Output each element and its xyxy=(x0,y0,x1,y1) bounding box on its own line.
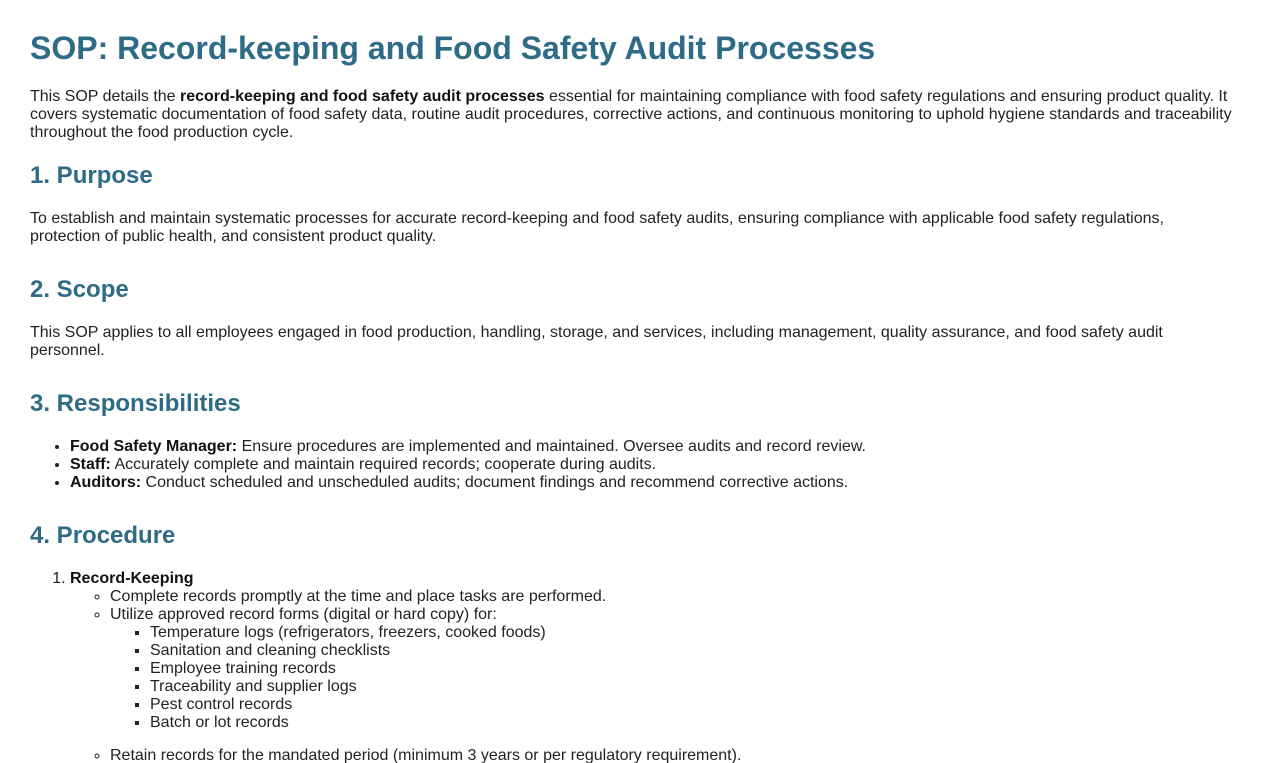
purpose-heading: 1. Purpose xyxy=(30,162,153,189)
list-item xyxy=(70,456,866,474)
list-item: ▪ Batch or lot records xyxy=(150,714,741,732)
list-item xyxy=(110,606,741,732)
page-title: SOP: Record-keeping and Food Safety Audit Processes xyxy=(30,30,876,66)
list-item xyxy=(70,474,866,492)
list-item-text: Utilize approved record forms (digital or hard copy) for: xyxy=(110,606,497,623)
role-description: Ensure procedures are implemented and maintained. Oversee audits and record review. xyxy=(237,438,866,455)
intro-bold: record-keeping and food safety audit processes xyxy=(180,88,545,105)
list-item: ▪ Temperature logs (refrigerators, freezers, cooked foods) xyxy=(150,624,741,642)
procedure-step xyxy=(70,570,741,763)
step-items xyxy=(70,588,741,763)
role-description: Accurately complete and maintain required records; cooperate during audits. xyxy=(110,456,657,473)
procedure-heading: 4. Procedure xyxy=(30,522,176,549)
list-item: ◦ Retain records for the mandated period (minimum 3 years or per regulatory requirement). xyxy=(110,747,741,763)
role-label: Staff: xyxy=(70,456,111,473)
role-label: Auditors: xyxy=(70,474,142,491)
list-item: ▪ Sanitation and cleaning checklists xyxy=(150,642,741,660)
procedure-list xyxy=(30,570,741,763)
responsibilities-heading: 3. Responsibilities xyxy=(30,390,241,417)
intro-suffix: essential for maintaining compliance with food safety regulations and ensuring product quality. It covers systematic documentation of food safety data, routine audit procedures, corrective actions, and continuous monitoring to uphold hygiene standards and traceability throughout the food production cycle. xyxy=(30,88,1232,141)
role-description: Conduct scheduled and unscheduled audits; document findings and recommend corrective actions. xyxy=(141,474,849,491)
list-item xyxy=(70,438,866,456)
intro-paragraph xyxy=(30,88,1235,142)
list-item: ▪ Traceability and supplier logs xyxy=(150,678,741,696)
step-title: Record-Keeping xyxy=(70,570,194,587)
list-item: ◦ Complete records promptly at the time and place tasks are performed. xyxy=(110,588,741,606)
scope-text: This SOP applies to all employees engaged in food production, handling, storage, and services, including management, quality assurance, and food safety audit personnel. xyxy=(30,324,1163,359)
record-types-list xyxy=(110,624,741,732)
responsibilities-list xyxy=(30,438,866,492)
list-item: ▪ Pest control records xyxy=(150,696,741,714)
list-item: ▪ Employee training records xyxy=(150,660,741,678)
purpose-text: To establish and maintain systematic processes for accurate record-keeping and food safety audits, ensuring compliance with applicable food safety regulations, protection of public health, and consistent product quality. xyxy=(30,210,1164,245)
scope-heading: 2. Scope xyxy=(30,276,129,303)
intro-prefix: This SOP details the xyxy=(30,88,180,105)
role-label: Food Safety Manager: xyxy=(70,438,238,455)
